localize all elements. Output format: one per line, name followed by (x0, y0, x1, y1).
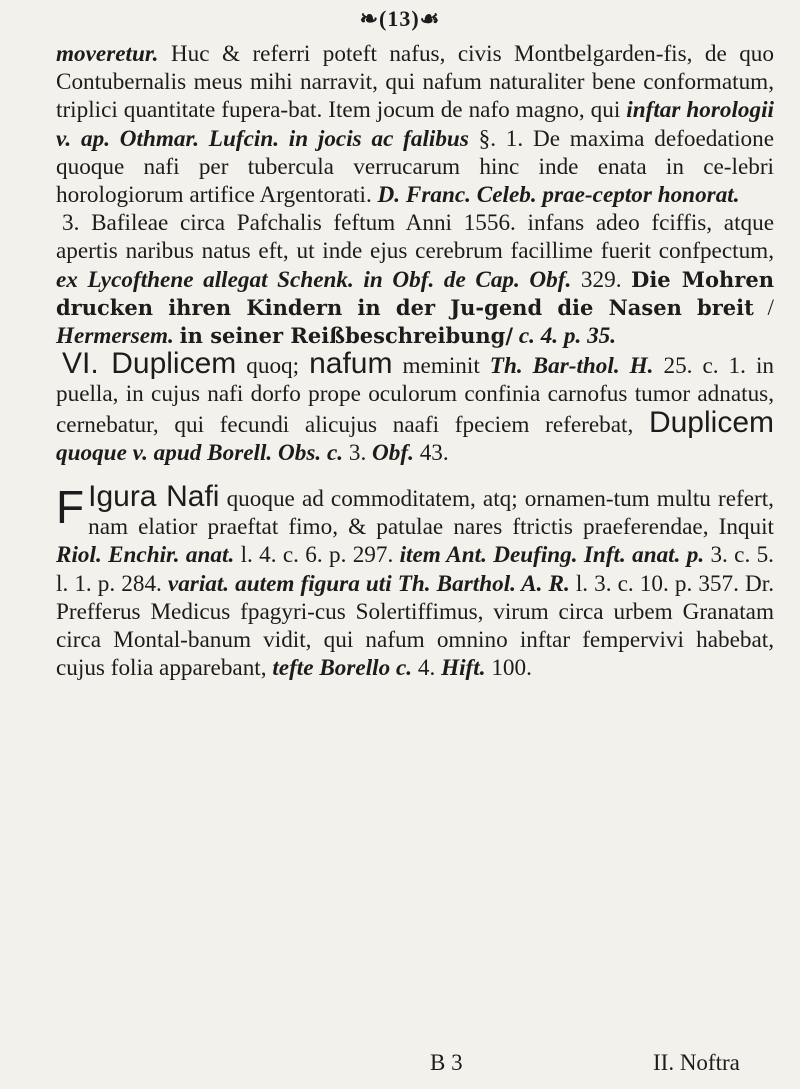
paragraph-4: F Igura Nafi quoque ad commoditatem, atq; ornamen-tum multu refert, nam elatior praeftat fimo, & patulae nares ftrictis praeferendae, Inquit Riol. Enchir. anat. l. 4. c. 6. p. 297. item Ant. Deufing. Inft. anat. p. 3. c. 5. l. 1. p. 284. variat. autem figura uti Th. Barthol. A. R. l. 3. c. 10. p. 357. Dr. Prefferus Medicus fpagyri-cus Solertiffimus, virum circa urbem Granatam circa Montal-banum vidit, qui nafum omnino inftar fempervivi habebat, cujus folia apparebant, tefte Borello c. 4. Hift. 100. (56, 480, 774, 682)
ornament-right-icon: ☙ (419, 6, 441, 31)
folio-header (0, 6, 800, 32)
folio-number: (13) (379, 6, 420, 31)
paragraph-1: moveretur. Huc & referri poteft nafus, civis Montbelgarden-fis, de quo Contubernalis meus mihi narravit, qui nafum naturaliter bene conformatum, triplici quantitate fupera-bat. Item jocum de nafo magno, qui inftar horologii v. ap. Othmar. Lufcin. in jocis ac falibus §. 1. De maxima defoedatione quoque nafi per tubercula verrucarum hinc inde enata in ce-lebri horologiorum artifice Argentorati. D. Franc. Celeb. prae-ceptor honorat. (56, 41, 774, 209)
catchword: II. Noftra (653, 1050, 740, 1075)
signature-mark: B 3 (430, 1050, 463, 1075)
drop-cap: F (56, 481, 85, 534)
paragraph-3: VI. Duplicem quoq; nafum meminit Th. Bar-thol. H. 25. c. 1. in puella, in cujus nafi dorfo prope oculorum confinia carnofus tumor adnatus, cernebatur, qui fecundi alicujus naafi fpeciem referebat, Duplicem quoque v. apud Borell. Obs. c. 3. Obf. 43. (56, 347, 774, 466)
page-footer (0, 1050, 800, 1080)
german-text: Die Mohren drucken ihren Kindern in der Ju-gend die Nasen breit (56, 266, 775, 320)
body-text (56, 40, 774, 682)
ornament-left-icon: ❧ (359, 6, 380, 31)
paragraph-2: 3. Bafileae circa Pafchalis feftum Anni 1556. infans adeo fciffis, atque apertis naribus natus eft, ut inde ejus cerebrum facillime fuerit confpectum, ex Lycofthene allegat Schenk. in Obf. de Cap. Obf. 329. Die Mohren drucken ihren Kindern in der Ju-gend die Nasen breit / Hermersem. in seiner Reißbeschreibung/ c. 4. p. 35. (56, 210, 775, 350)
